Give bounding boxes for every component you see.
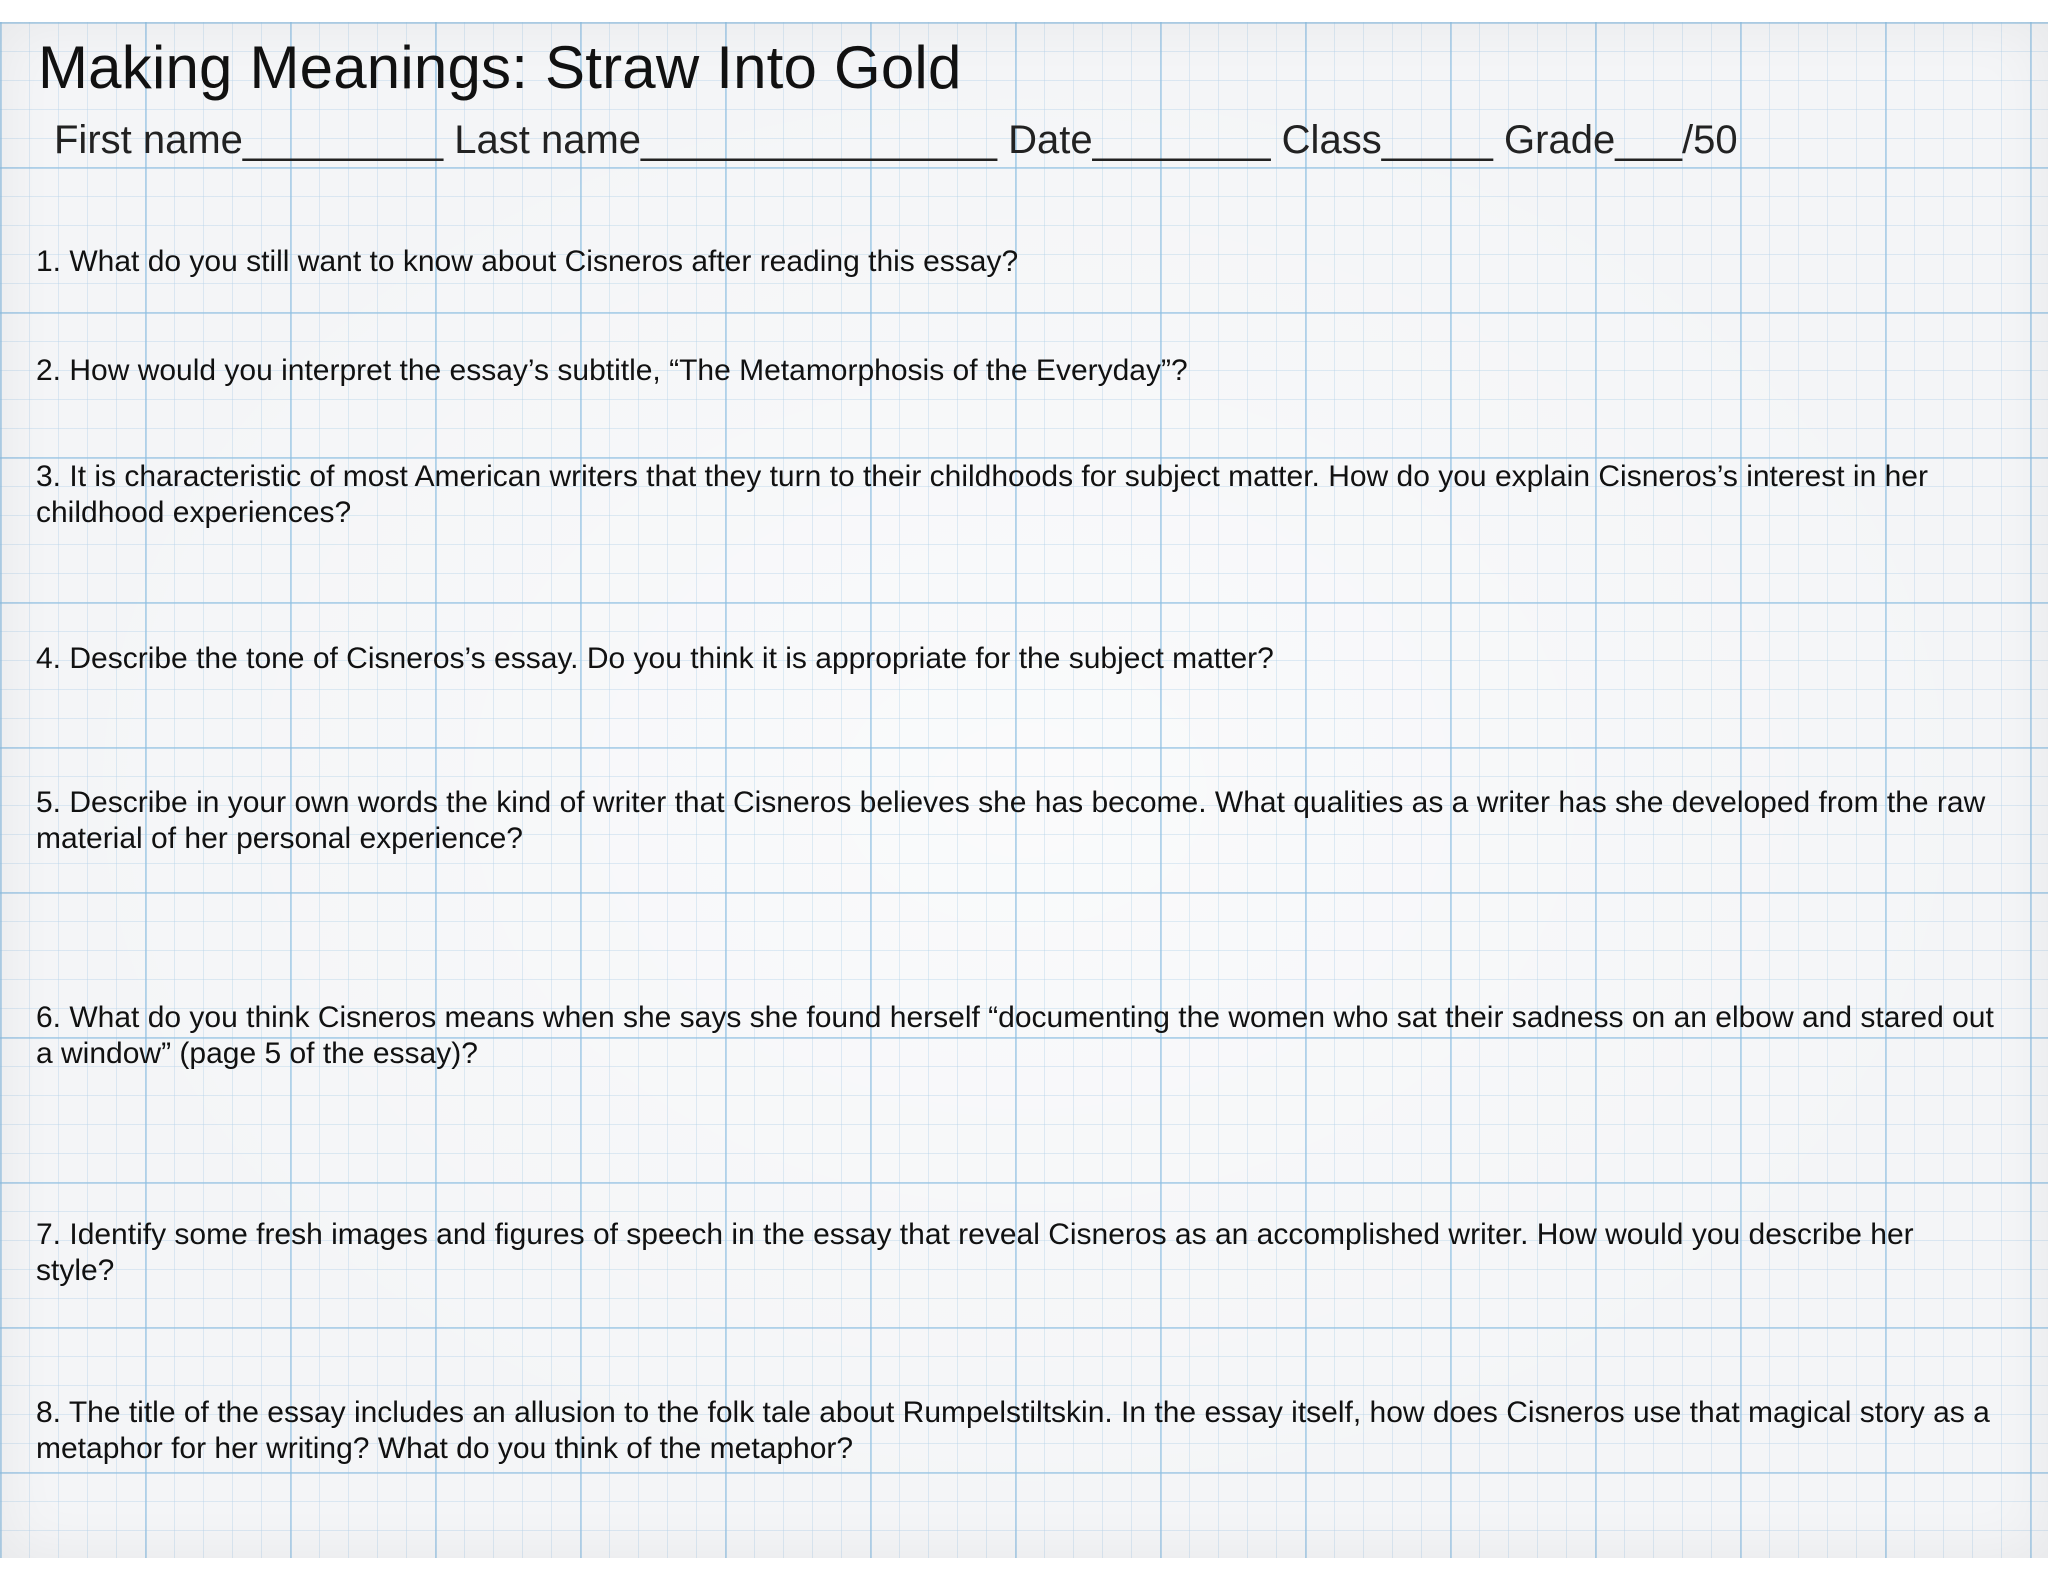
worksheet-page (0, 22, 2048, 1558)
question-2: 2. How would you interpret the essay’s subtitle, “The Metamorphosis of the Everyday”? (36, 354, 1188, 387)
first-name-field[interactable]: First name_________ (54, 118, 455, 162)
page-bottom-margin (0, 1558, 2048, 1582)
class-field[interactable]: Class_____ (1281, 118, 1505, 162)
question-5: 5. Describe in your own words the kind of writer that Cisneros believes she has become. What qualities as a writer has she developed from the raw material of her personal experience? (36, 786, 1986, 855)
worksheet-title: Making Meanings: Straw Into Gold (38, 34, 962, 101)
question-7: 7. Identify some fresh images and figures of speech in the essay that reveal Cisneros as an accomplished writer. How would you describe her style? (36, 1218, 1914, 1287)
student-info-fields (54, 118, 1738, 163)
grade-field: Grade___/50 (1504, 118, 1738, 162)
date-field[interactable]: Date________ (1008, 118, 1282, 162)
question-3: 3. It is characteristic of most American writers that they turn to their childhoods for subject matter. How do you explain Cisneros’s interest in her childhood experiences? (36, 460, 1928, 529)
question-4: 4. Describe the tone of Cisneros’s essay. Do you think it is appropriate for the subject matter? (36, 642, 1274, 675)
question-1: 1. What do you still want to know about Cisneros after reading this essay? (36, 245, 1019, 278)
last-name-field[interactable]: Last name________________ (454, 118, 1009, 162)
question-6: 6. What do you think Cisneros means when she says she found herself “documenting the women who sat their sadness on an elbow and stared out a window” (page 5 of the essay)? (36, 1001, 1994, 1070)
question-8: 8. The title of the essay includes an allusion to the folk tale about Rumpelstiltskin. In the essay itself, how does Cisneros use that magical story as a metaphor for her writing? What do you think of the metaphor? (36, 1396, 1990, 1465)
